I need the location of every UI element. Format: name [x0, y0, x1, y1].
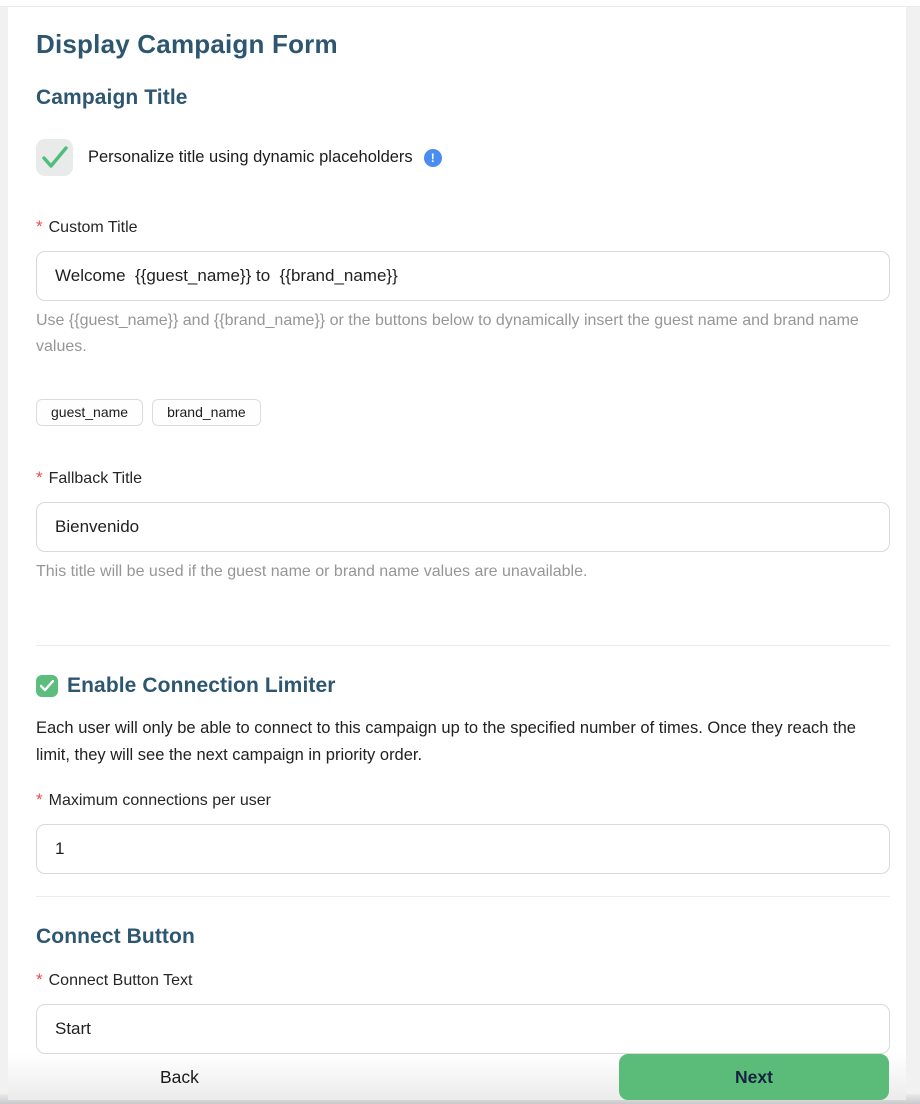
required-asterisk: * — [36, 790, 43, 809]
connect-button-text-label-text: Connect Button Text — [48, 972, 193, 989]
personalize-title-row — [36, 139, 890, 176]
personalize-title-label: Personalize title using dynamic placeholders — [88, 148, 413, 166]
page-title: Display Campaign Form — [36, 29, 338, 59]
connect-button-text-input[interactable] — [36, 1004, 890, 1054]
max-connections-input[interactable] — [36, 824, 890, 874]
custom-title-label-text: Custom Title — [48, 219, 138, 236]
fallback-title-label-text: Fallback Title — [48, 470, 142, 487]
fallback-title-input[interactable] — [36, 502, 890, 552]
section-heading-campaign-title: Campaign Title — [36, 86, 188, 109]
info-icon[interactable]: ! — [424, 149, 442, 167]
header-bottom-border — [0, 0, 920, 7]
custom-title-label — [36, 219, 890, 237]
brand-name-chip-button[interactable]: brand_name — [152, 399, 261, 426]
connect-button-text-label — [36, 972, 890, 990]
required-asterisk: * — [36, 468, 43, 487]
custom-title-input[interactable] — [36, 251, 890, 301]
personalize-title-checkbox[interactable] — [36, 139, 73, 176]
next-button[interactable]: Next — [619, 1054, 889, 1100]
form-content — [8, 7, 906, 1054]
back-button[interactable]: Back — [150, 1059, 209, 1096]
connection-limiter-heading-row — [36, 674, 890, 698]
custom-title-helper: Use {{guest_name}} and {{brand_name}} or the buttons below to dynamically insert the guest name and brand name values. — [36, 312, 859, 355]
checkmark-icon — [40, 680, 54, 692]
section-heading-connection-limiter: Enable Connection Limiter — [67, 674, 336, 697]
max-connections-label — [36, 792, 890, 810]
placeholder-buttons-row — [36, 399, 890, 426]
max-connections-label-text: Maximum connections per user — [48, 792, 271, 809]
fallback-title-helper: This title will be used if the guest name or brand name values are unavailable. — [36, 563, 588, 580]
connection-limiter-description: Each user will only be able to connect to this campaign up to the specified number of times. Once they reach the limit, they will see the next campaign in priority order. — [36, 719, 856, 764]
form-footer — [8, 1054, 906, 1100]
section-divider — [36, 896, 890, 897]
connection-limiter-checkbox[interactable] — [36, 675, 58, 697]
required-asterisk: * — [36, 970, 43, 989]
required-asterisk: * — [36, 217, 43, 236]
guest-name-chip-button[interactable]: guest_name — [36, 399, 143, 426]
form-card — [8, 7, 906, 1094]
section-heading-connect-button: Connect Button — [36, 925, 195, 948]
fallback-title-label — [36, 470, 890, 488]
checkmark-icon — [41, 145, 69, 171]
page-background — [0, 7, 920, 1094]
section-divider — [36, 645, 890, 646]
